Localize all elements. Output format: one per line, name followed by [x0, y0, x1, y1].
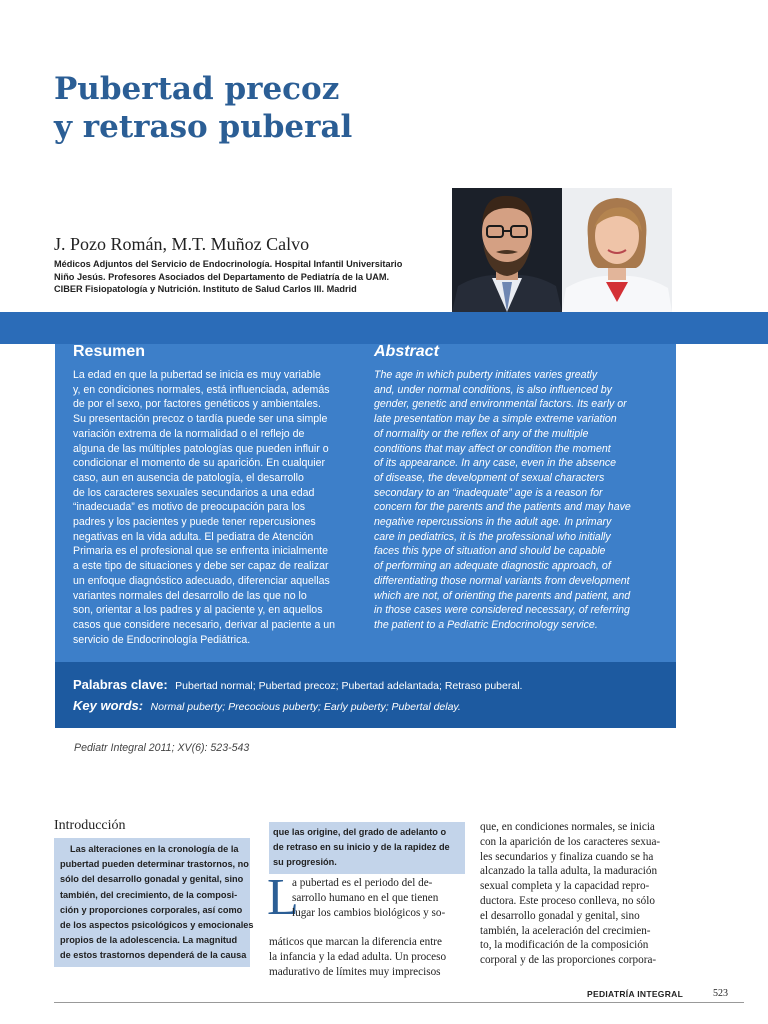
keywords-en-label: Key words: [73, 698, 144, 713]
abstract-heading: Abstract [374, 343, 439, 360]
resumen-line: caso, aun en ausencia de patología, el desarrollo [73, 471, 304, 484]
keywords-es-text: Pubertad normal; Pubertad precoz; Pubertad adelantada; Retraso puberal. [175, 680, 523, 692]
body-line: también, la aceleración del crecimien- [480, 924, 651, 937]
highlight-line: propios de la adolescencia. La magnitud [60, 935, 238, 946]
resumen-line: a este tipo de situaciones y debe ser capaz de realizar [73, 560, 329, 573]
keywords-es-label: Palabras clave: [73, 677, 168, 692]
highlight-line: sólo del desarrollo gonadal y genital, sino [60, 874, 244, 885]
intro-highlight-continued [269, 822, 465, 874]
body-line: lugar los cambios biológicos y so- [292, 906, 446, 919]
highlight-line: también, del crecimiento, de la composi- [60, 889, 238, 900]
highlight-line: de los aspectos psicológicos y emocionales [60, 920, 254, 931]
body-line: a pubertad es el periodo del de- [292, 877, 433, 889]
abstract-line: of its appearance. In any case, even in the absence [374, 457, 617, 470]
abstract-line: faces this type of situation and should be capable [374, 545, 606, 558]
citation: Pediatr Integral 2011; XV(6): 523-543 [74, 742, 250, 754]
affiliation-line: Niño Jesús. Profesores Asociados del Departamento de Pediatría de la UAM. [54, 271, 390, 282]
resumen-line: condicionar el momento de su aparición. En cualquier [73, 457, 326, 470]
resumen-line: de los caracteres sexuales secundarios a una edad [73, 486, 315, 499]
keywords-en-text: Normal puberty; Precocious puberty; Early puberty; Pubertal delay. [150, 701, 461, 713]
highlight-line: Las alteraciones en la cronología de la [70, 844, 239, 854]
abstract-line: gender, genetic and environmental factors. Its early or [374, 398, 627, 411]
highlight-line: de retraso en su inicio y de la rapidez de [273, 842, 450, 853]
page-number: 523 [713, 988, 728, 999]
highlight-line: pubertad pueden determinar trastornos, no [60, 859, 249, 870]
intro-heading: Introducción [54, 818, 126, 833]
resumen-heading: Resumen [73, 343, 146, 360]
resumen-line: padres y los pacientes y puede tener repercusiones [73, 516, 316, 529]
body-line: alcanzado la talla adulta, la maduración [480, 865, 658, 878]
body-line: madurativo de límites muy imprecisos [269, 965, 441, 978]
highlight-line: de estos trastornos dependerá de la causa [60, 950, 247, 961]
resumen-line: de por el sexo, por factores genéticos y ambientales. [73, 398, 321, 411]
body-line: to, la modificación de la composición [480, 939, 649, 952]
abstract-text [374, 368, 664, 633]
body-line: sarrollo humano en el que tienen [292, 891, 439, 904]
resumen-line: “inadecuada” es motivo de preocupación para los [73, 501, 306, 514]
highlight-line: ción y proporciones corporales, así como [60, 904, 243, 915]
abstract-line: of normality or the reflex of any of the multiple [374, 427, 589, 440]
abstract-line: and, under normal conditions, is also influenced by [374, 383, 612, 396]
body-line: el desarrollo gonadal y genital, sino [480, 909, 640, 922]
footer-rule [54, 1002, 744, 1003]
resumen-line: alguna de las múltiples patologías que pueden influir o [73, 442, 329, 455]
resumen-line: servicio de Endocrinología Pediátrica. [73, 633, 251, 646]
author-photo-man [452, 188, 562, 312]
title-line-2: y retraso puberal [54, 109, 353, 145]
title-line-1: Pubertad precoz [54, 71, 340, 107]
intro-highlight-box [54, 838, 254, 967]
abstract-line: negative repercussions in the adult age. In primary [374, 516, 612, 529]
affiliation-line: CIBER Fisiopatología y Nutrición. Instituto de Salud Carlos III. Madrid [54, 284, 357, 294]
article-title [54, 70, 352, 146]
header-band [0, 312, 768, 344]
keywords-en [73, 697, 461, 715]
resumen-text [73, 368, 359, 647]
body-paragraph-start [292, 876, 445, 920]
resumen-line: negativas en la vida adulta. El pediatra de Atención [73, 530, 314, 543]
abstract-line: which are not, of orienting the parents and patient, and [374, 589, 631, 602]
resumen-line: variantes normales del desarrollo de las que no lo [73, 589, 307, 602]
abstract-line: in those cases were considered necessary, of referring [374, 604, 630, 617]
body-line: ductora. Este proceso conlleva, no sólo [480, 894, 655, 907]
affiliation [54, 258, 434, 296]
resumen-line: son, orientar a los padres y al paciente y, en aquellos [73, 604, 323, 617]
drop-cap: L [267, 869, 299, 926]
journal-name: PEDIATRÍA INTEGRAL [587, 989, 684, 999]
resumen-line: Su presentación precoz o tardía puede ser una simple [73, 413, 328, 426]
abstract-line: concern for the parents and the patients and may have [374, 501, 631, 514]
abstract-line: The age in which puberty initiates varies greatly [374, 369, 598, 381]
body-line: la infancia y la edad adulta. Un proceso [269, 950, 447, 963]
abstract-line: conditions that may affect or condition the moment [374, 442, 611, 455]
resumen-line: un enfoque diagnóstico adecuado, diferenciar aquellas [73, 574, 330, 587]
highlight-line: que las origine, del grado de adelanto o [273, 827, 447, 837]
body-paragraph-cont [269, 935, 446, 979]
abstract-line: late presentation may be a simple extreme variation [374, 413, 617, 426]
resumen-line: variación extrema de la normalidad o el reflejo de [73, 427, 305, 440]
resumen-line: casos que considere necesario, derivar al paciente a un [73, 618, 336, 631]
body-line: les secundarios y finaliza cuando se ha [480, 850, 654, 863]
body-column-3 [480, 820, 660, 968]
highlight-line: su progresión. [273, 857, 337, 868]
abstract-line: secondary to an “inadequate” age is a reason for [374, 486, 603, 499]
resumen-line: La edad en que la pubertad se inicia es muy variable [73, 369, 321, 381]
abstract-line: the patient to a Pediatric Endocrinology service. [374, 618, 598, 631]
keywords-es [73, 676, 522, 694]
body-line: con la aparición de los caracteres sexua- [480, 835, 661, 848]
resumen-line: Primaria es el profesional que se enfrenta inicialmente [73, 545, 328, 558]
body-line: corporal y de las proporciones corpora- [480, 954, 657, 967]
abstract-line: of disease, the development of sexual characters [374, 471, 605, 484]
affiliation-line: Médicos Adjuntos del Servicio de Endocrinología. Hospital Infantil Universitario [54, 259, 403, 269]
body-line: máticos que marcan la diferencia entre [269, 936, 443, 948]
resumen-line: y, en condiciones normales, está influenciada, además [73, 383, 330, 396]
abstract-line: care in pediatrics, it is the professional who initially [374, 530, 611, 543]
abstract-line: differentiating those normal variants from development [374, 574, 630, 587]
body-line: que, en condiciones normales, se inicia [480, 821, 655, 833]
abstract-line: of performing an adequate diagnostic approach, of [374, 560, 611, 573]
author-photo-woman [562, 188, 672, 312]
body-line: sexual completa y la capacidad repro- [480, 880, 650, 893]
authors: J. Pozo Román, M.T. Muñoz Calvo [54, 234, 310, 254]
keywords-box [55, 662, 676, 728]
